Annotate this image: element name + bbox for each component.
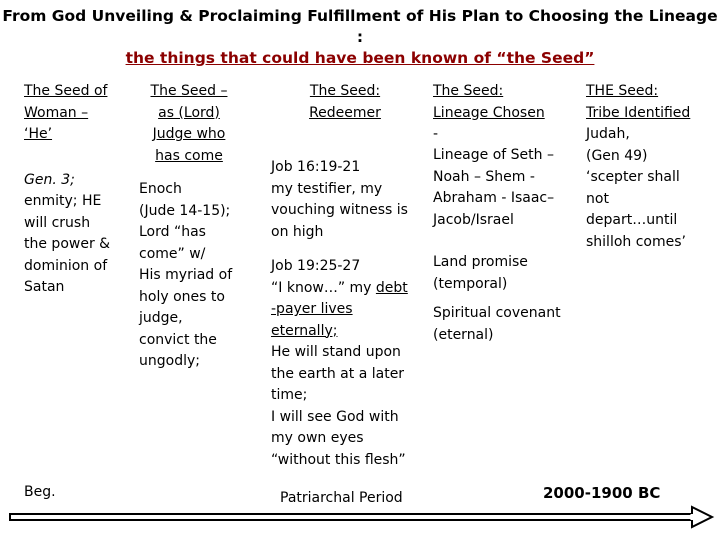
col3-heading: The Seed: Redeemer <box>309 83 381 121</box>
col3-job2-quote <box>271 278 431 300</box>
col4-heading: The Seed: Lineage Chosen <box>433 83 545 121</box>
col1-heading: The Seed of Woman – ‘He’ <box>24 83 108 142</box>
col1-body: enmity; HE will crush the power & dominion of Satan <box>24 193 111 295</box>
timeline-start-label: Beg. <box>24 484 56 500</box>
timeline-end-label: 2000-1900 BC <box>543 484 661 502</box>
timeline-arrowhead-icon <box>692 507 712 527</box>
page-title <box>0 6 720 69</box>
col3-job2-payer: -payer lives eternally; <box>271 301 353 339</box>
timeline-arrow <box>0 505 720 531</box>
title-line2: the things that could have been known of “the Seed” <box>125 49 595 67</box>
col5-heading: THE Seed: Tribe Identified <box>586 83 691 121</box>
col4-spiritual: Spiritual covenant (eternal) <box>433 305 561 343</box>
col3-job2-quote-text: “I know…” my <box>271 279 376 296</box>
col2-heading: The Seed – as (Lord) Judge who has come <box>150 83 228 164</box>
timeline-bar <box>10 514 694 520</box>
col3-job1: Job 16:19-21 my testifier, my vouching witness is on high <box>271 159 408 240</box>
col2-body: Enoch (Jude 14-15); Lord “has come” w/ His myriad of holy ones to judge, convict the ungodly; <box>139 181 233 369</box>
col3-job2 <box>271 256 431 471</box>
col3-job2-ref: Job 19:25-27 <box>271 258 361 274</box>
col3-job2-debt: debt <box>375 279 408 296</box>
col4-dash: - <box>433 126 439 142</box>
col4-land: Land promise (temporal) <box>433 254 528 292</box>
title-line1: From God Unveiling & Proclaiming Fulfillment of His Plan to Choosing the Lineage : <box>2 7 718 46</box>
col1-ref: Gen. 3; <box>24 172 75 188</box>
col4-lineage: Lineage of Seth – Noah – Shem - Abraham - Isaac– Jacob/Israel <box>433 147 555 228</box>
col5-body: Judah, (Gen 49) ‘scepter shall not depart…until shilloh comes’ <box>586 126 686 250</box>
timeline-middle-label: Patriarchal Period <box>280 490 403 506</box>
col3-job2-rest: He will stand upon the earth at a later time; I will see God with my own eyes “without this flesh” <box>271 344 406 468</box>
